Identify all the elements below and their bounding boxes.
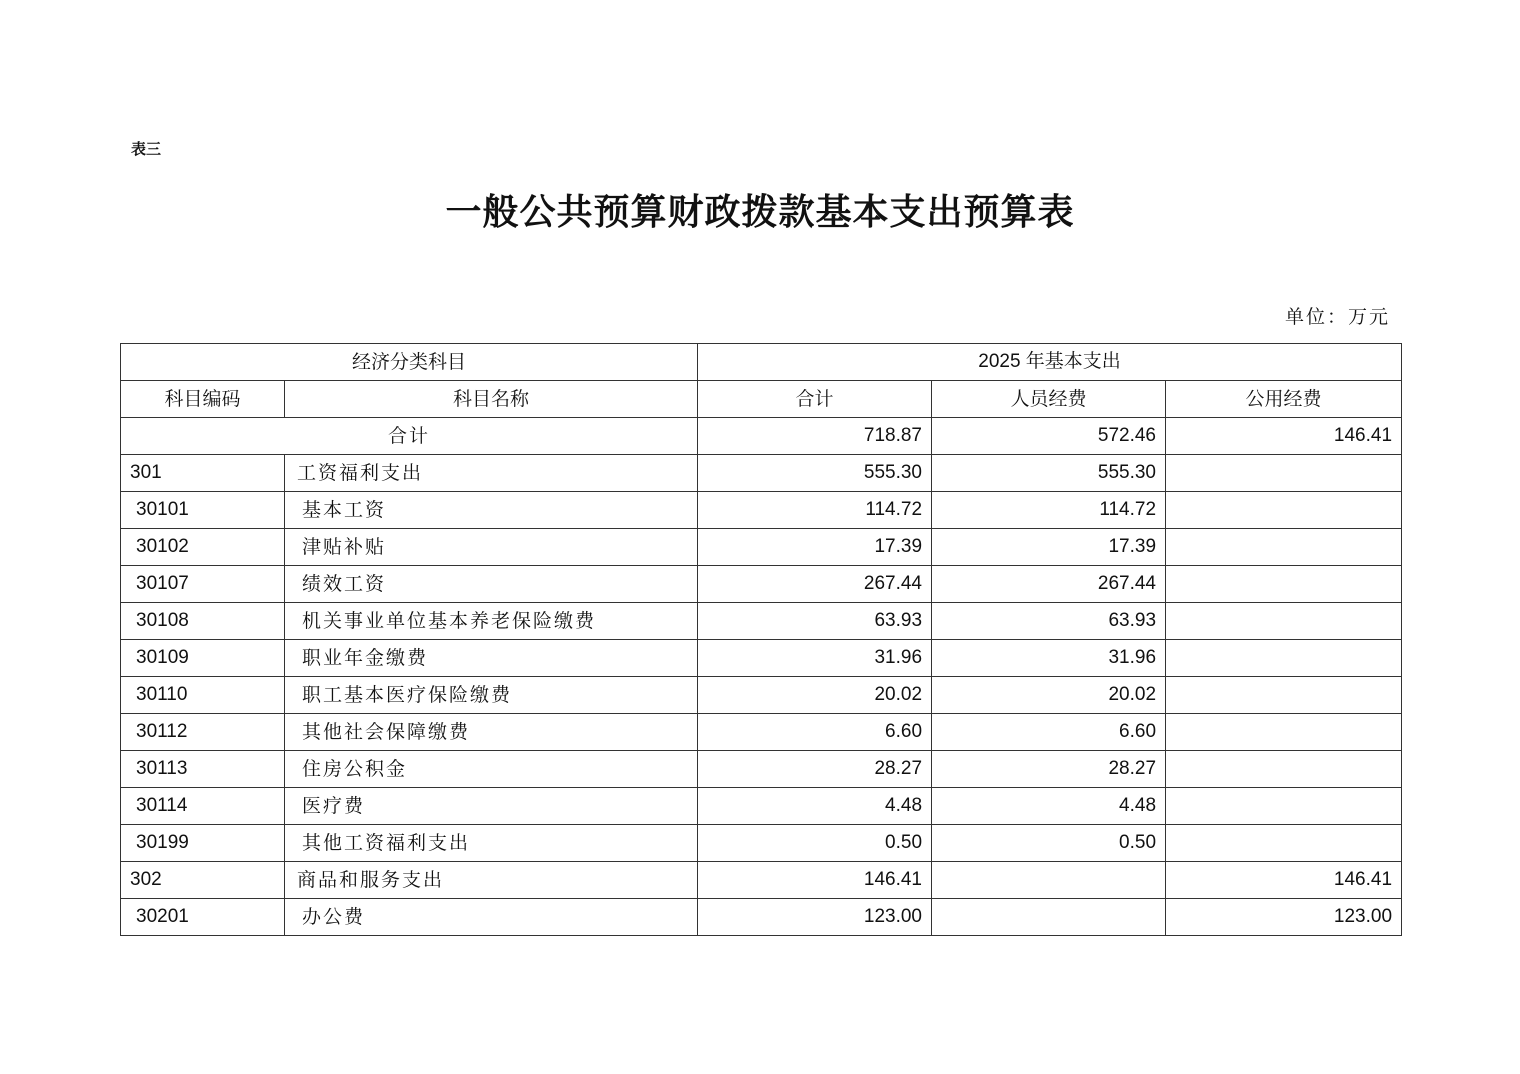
header-name: 科目名称 <box>285 381 698 418</box>
table-row <box>121 566 1402 603</box>
row-personnel: 31.96 <box>932 640 1166 677</box>
row-public <box>1166 640 1402 677</box>
header-personnel: 人员经费 <box>932 381 1166 418</box>
row-code: 30101 <box>121 492 285 529</box>
budget-table-body <box>121 344 1402 936</box>
table-row <box>121 529 1402 566</box>
table-row <box>121 862 1402 899</box>
row-personnel <box>932 862 1166 899</box>
row-personnel: 114.72 <box>932 492 1166 529</box>
row-name: 津贴补贴 <box>285 529 698 566</box>
table-row <box>121 603 1402 640</box>
row-total: 4.48 <box>698 788 932 825</box>
row-total: 31.96 <box>698 640 932 677</box>
row-name: 机关事业单位基本养老保险缴费 <box>285 603 698 640</box>
row-total: 63.93 <box>698 603 932 640</box>
table-row <box>121 788 1402 825</box>
row-code: 30114 <box>121 788 285 825</box>
row-public <box>1166 751 1402 788</box>
row-personnel: 17.39 <box>932 529 1166 566</box>
row-personnel: 28.27 <box>932 751 1166 788</box>
row-public: 123.00 <box>1166 899 1402 936</box>
header-basic-expenditure: 2025 年基本支出 <box>698 344 1402 381</box>
row-personnel: 267.44 <box>932 566 1166 603</box>
row-name: 工资福利支出 <box>285 455 698 492</box>
row-total: 146.41 <box>698 862 932 899</box>
budget-table <box>120 343 1402 936</box>
table-label: 表三 <box>131 140 162 158</box>
header-row-columns <box>121 381 1402 418</box>
row-total: 267.44 <box>698 566 932 603</box>
row-total: 114.72 <box>698 492 932 529</box>
header-public: 公用经费 <box>1166 381 1402 418</box>
row-code: 302 <box>121 862 285 899</box>
row-total: 123.00 <box>698 899 932 936</box>
table-row <box>121 751 1402 788</box>
total-label: 合计 <box>121 418 698 455</box>
row-total: 28.27 <box>698 751 932 788</box>
row-name: 其他工资福利支出 <box>285 825 698 862</box>
total-public: 146.41 <box>1166 418 1402 455</box>
row-personnel: 63.93 <box>932 603 1166 640</box>
row-name: 商品和服务支出 <box>285 862 698 899</box>
row-personnel: 6.60 <box>932 714 1166 751</box>
total-row <box>121 418 1402 455</box>
row-total: 20.02 <box>698 677 932 714</box>
row-personnel <box>932 899 1166 936</box>
row-public <box>1166 529 1402 566</box>
row-name: 职业年金缴费 <box>285 640 698 677</box>
row-total: 17.39 <box>698 529 932 566</box>
row-public <box>1166 825 1402 862</box>
page-title: 一般公共预算财政拨款基本支出预算表 <box>445 191 1075 233</box>
header-economic-class: 经济分类科目 <box>121 344 698 381</box>
row-public: 146.41 <box>1166 862 1402 899</box>
table-row <box>121 825 1402 862</box>
unit-note: 单位：万元 <box>1284 306 1390 328</box>
row-total: 0.50 <box>698 825 932 862</box>
table-row <box>121 714 1402 751</box>
row-code: 30113 <box>121 751 285 788</box>
row-code: 30201 <box>121 899 285 936</box>
header-total: 合计 <box>698 381 932 418</box>
row-personnel: 555.30 <box>932 455 1166 492</box>
row-public <box>1166 566 1402 603</box>
row-total: 6.60 <box>698 714 932 751</box>
row-public <box>1166 714 1402 751</box>
row-code: 30107 <box>121 566 285 603</box>
row-public <box>1166 677 1402 714</box>
header-code: 科目编码 <box>121 381 285 418</box>
table-row <box>121 640 1402 677</box>
row-public <box>1166 492 1402 529</box>
row-public <box>1166 455 1402 492</box>
total-total: 718.87 <box>698 418 932 455</box>
row-name: 医疗费 <box>285 788 698 825</box>
row-public <box>1166 603 1402 640</box>
row-personnel: 0.50 <box>932 825 1166 862</box>
row-name: 职工基本医疗保险缴费 <box>285 677 698 714</box>
row-code: 30112 <box>121 714 285 751</box>
row-code: 30109 <box>121 640 285 677</box>
row-total: 555.30 <box>698 455 932 492</box>
table-row <box>121 455 1402 492</box>
row-code: 30102 <box>121 529 285 566</box>
header-row-group <box>121 344 1402 381</box>
row-personnel: 4.48 <box>932 788 1166 825</box>
row-name: 住房公积金 <box>285 751 698 788</box>
row-public <box>1166 788 1402 825</box>
row-code: 30199 <box>121 825 285 862</box>
table-row <box>121 492 1402 529</box>
row-code: 30108 <box>121 603 285 640</box>
table-row <box>121 677 1402 714</box>
row-code: 30110 <box>121 677 285 714</box>
row-name: 其他社会保障缴费 <box>285 714 698 751</box>
row-name: 基本工资 <box>285 492 698 529</box>
row-name: 办公费 <box>285 899 698 936</box>
table-row <box>121 899 1402 936</box>
total-personnel: 572.46 <box>932 418 1166 455</box>
row-personnel: 20.02 <box>932 677 1166 714</box>
row-code: 301 <box>121 455 285 492</box>
row-name: 绩效工资 <box>285 566 698 603</box>
